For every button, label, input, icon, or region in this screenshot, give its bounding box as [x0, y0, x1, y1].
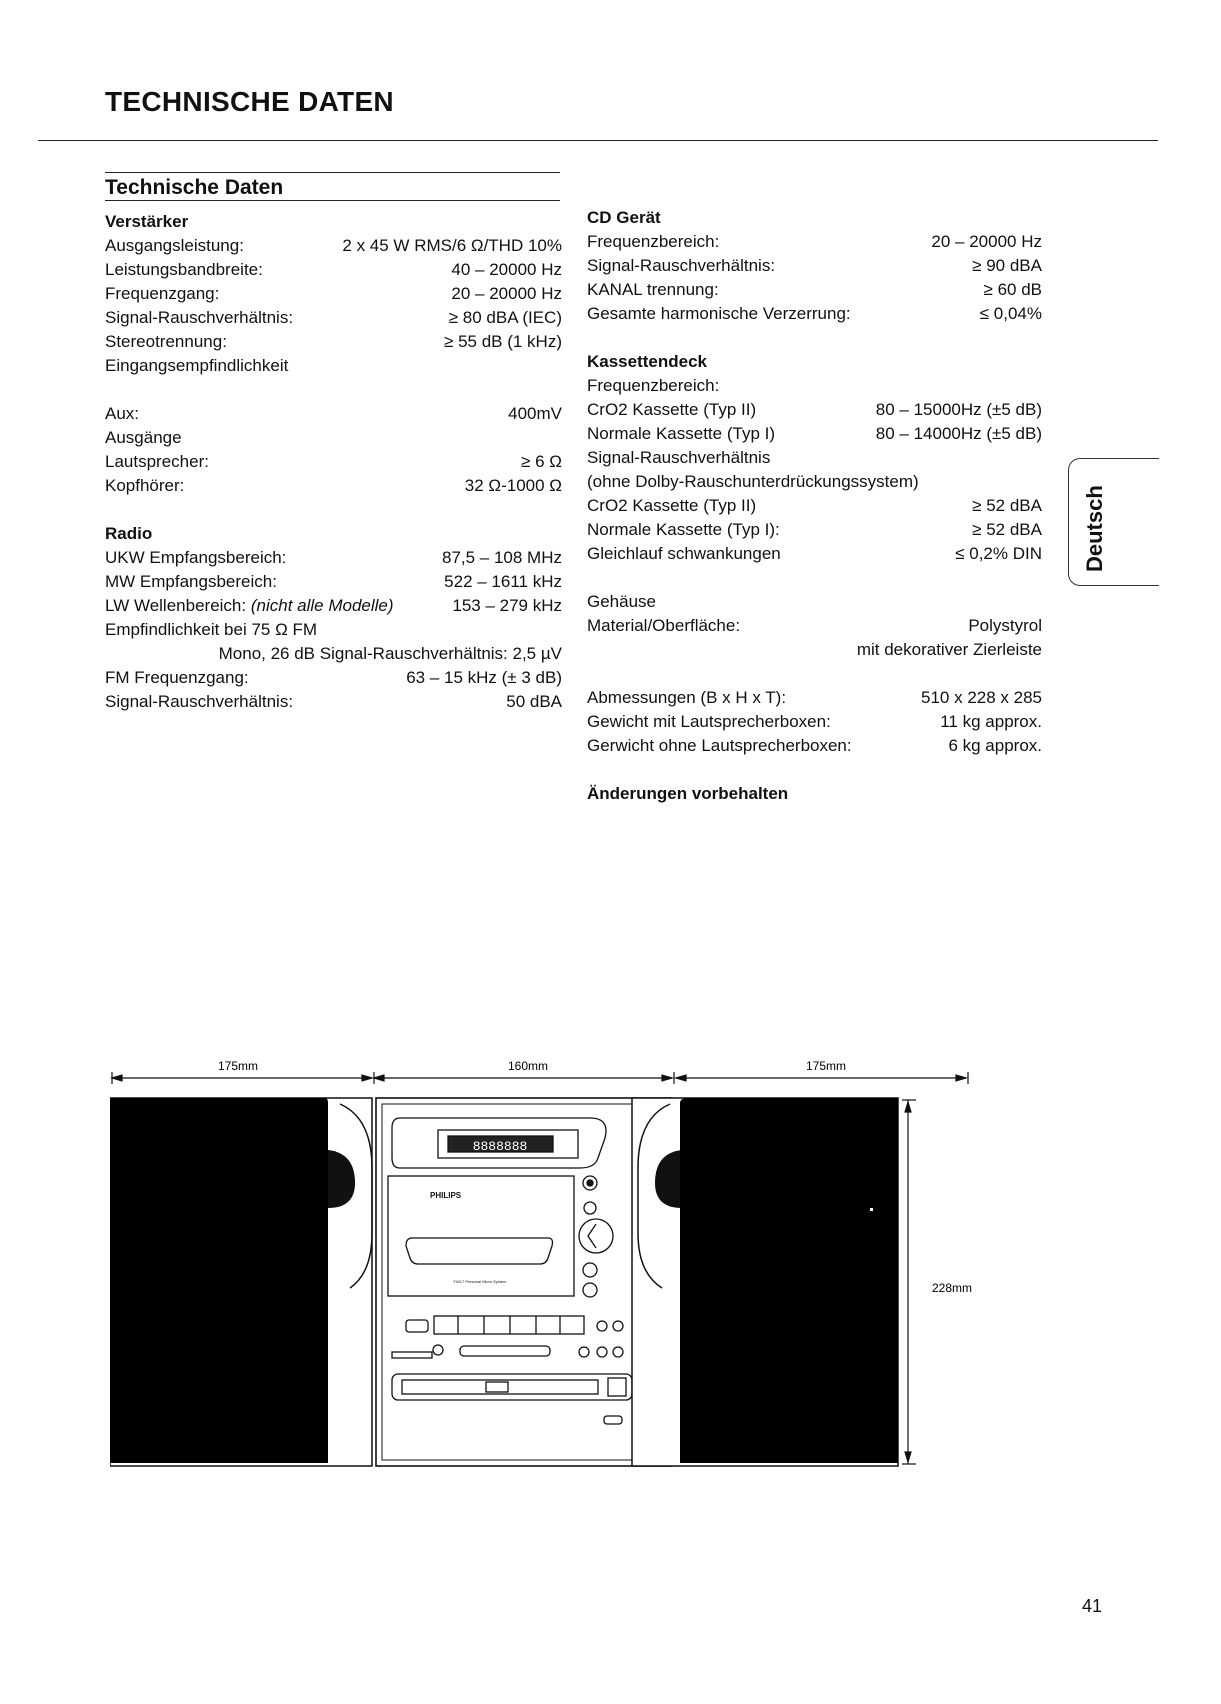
spec-value: ≥ 6 Ω — [521, 452, 562, 471]
section-title: Technische Daten — [105, 176, 284, 199]
spec-row — [105, 546, 562, 570]
title-divider — [38, 140, 1158, 141]
spec-row — [587, 518, 1042, 542]
spec-label: Lautsprecher: — [105, 452, 209, 471]
spec-label: Signal-Rauschverhältnis: — [105, 692, 294, 711]
spec-label: Gesamte harmonische Verzerrung: — [587, 304, 851, 323]
spec-note: (nicht alle Modelle) — [250, 596, 394, 615]
notice: Änderungen vorbehalten — [587, 784, 789, 803]
language-tab-label: Deutsch — [1082, 485, 1107, 572]
model-label: FW17 Personal Micro System — [453, 1279, 507, 1284]
width-left-label: 175mm — [217, 1059, 259, 1073]
spec-value: 50 dBA — [506, 692, 562, 711]
spec-value: 522 – 1611 kHz — [444, 572, 562, 591]
spec-label: Normale Kassette (Typ I) — [587, 424, 776, 443]
spec-value: 510 x 228 x 285 — [921, 688, 1042, 707]
spec-row — [105, 234, 562, 258]
spec-value: 40 – 20000 Hz — [451, 260, 562, 279]
width-right-label: 175mm — [805, 1059, 847, 1073]
spec-value: 2 x 45 W RMS/6 Ω/THD 10% — [342, 236, 562, 255]
brand-logo: PHILIPS — [430, 1191, 462, 1200]
spec-value: Polystyrol — [968, 616, 1042, 635]
right-column — [587, 206, 1042, 806]
spec-row — [587, 614, 1042, 638]
section-rule-bottom — [105, 200, 560, 201]
spec-label: CrO2 Kassette (Typ II) — [587, 496, 757, 515]
spec-value: 87,5 – 108 MHz — [441, 548, 562, 567]
spec-value: 80 – 14000Hz (±5 dB) — [875, 424, 1042, 443]
spec-label: MW Empfangsbereich: — [105, 572, 277, 591]
height-label: 228mm — [932, 1281, 973, 1295]
spec-label: CrO2 Kassette (Typ II) — [587, 400, 757, 419]
left-speaker — [110, 1098, 372, 1466]
spec-value: ≥ 52 dBA — [972, 496, 1042, 515]
spec-value: ≥ 52 dBA — [972, 520, 1042, 539]
input-sensitivity-label: Eingangsempfindlichkeit — [105, 356, 289, 375]
material-value-continued: mit dekorativer Zierleiste — [856, 640, 1042, 659]
spec-label: LW Wellenbereich: — [105, 596, 247, 615]
spec-value: 153 – 279 kHz — [452, 596, 562, 615]
spec-row — [105, 450, 562, 474]
spec-row — [105, 570, 562, 594]
cassette-freq-label: Frequenzbereich: — [587, 376, 720, 395]
outputs-label: Ausgänge — [105, 428, 182, 447]
spec-row — [587, 302, 1042, 326]
amplifier-heading: Verstärker — [105, 212, 189, 231]
width-center-label: 160mm — [507, 1059, 549, 1073]
spec-label: Frequenzgang: — [105, 284, 220, 303]
spec-row — [587, 254, 1042, 278]
spec-label-group — [105, 594, 394, 618]
spec-value: 11 kg approx. — [940, 712, 1042, 731]
spec-value: 32 Ω-1000 Ω — [464, 476, 562, 495]
section-rule-top — [105, 172, 560, 173]
spec-row — [587, 398, 1042, 422]
cd-heading: CD Gerät — [587, 208, 661, 227]
spec-value: 63 – 15 kHz (± 3 dB) — [406, 668, 562, 687]
spec-value: 20 – 20000 Hz — [931, 232, 1042, 251]
spec-label: Signal-Rauschverhältnis: — [105, 308, 294, 327]
spec-value: ≥ 90 dBA — [972, 256, 1042, 275]
spec-value: 20 – 20000 Hz — [451, 284, 562, 303]
spec-value: ≤ 0,2% DIN — [955, 544, 1042, 563]
sensitivity-value: Mono, 26 dB Signal-Rauschverhältnis: 2,5 µV — [218, 644, 562, 663]
spec-value: ≥ 80 dBA (IEC) — [448, 308, 562, 327]
spec-value: 80 – 15000Hz (±5 dB) — [875, 400, 1042, 419]
spec-label: Material/Oberfläche: — [587, 616, 741, 635]
spec-label: Leistungsbandbreite: — [105, 260, 263, 279]
spec-label: Normale Kassette (Typ I): — [587, 520, 780, 539]
main-unit — [376, 1098, 672, 1466]
spec-row — [105, 594, 562, 618]
spec-row — [587, 230, 1042, 254]
spec-label: Signal-Rauschverhältnis: — [587, 256, 776, 275]
spec-row — [105, 402, 562, 426]
spec-label: FM Frequenzgang: — [105, 668, 249, 687]
spec-row — [587, 686, 1042, 710]
spec-row — [105, 690, 562, 714]
spec-row — [587, 734, 1042, 758]
spec-value: ≥ 55 dB (1 kHz) — [444, 332, 562, 351]
sensitivity-label: Empfindlichkeit bei 75 Ω FM — [105, 620, 318, 639]
right-speaker — [632, 1098, 898, 1466]
spec-row — [105, 330, 562, 354]
spec-label: KANAL trennung: — [587, 280, 719, 299]
dolby-note: (ohne Dolby-Rauschunterdrückungssystem) — [587, 472, 919, 491]
cassette-heading: Kassettendeck — [587, 352, 708, 371]
spec-label: Stereotrennung: — [105, 332, 227, 351]
page-title: TECHNISCHE DATEN — [105, 86, 394, 117]
spec-row — [105, 306, 562, 330]
spec-value: ≤ 0,04% — [979, 304, 1042, 323]
spec-label: UKW Empfangsbereich: — [105, 548, 287, 567]
spec-row — [105, 474, 562, 498]
height-dimension-line — [902, 1100, 916, 1464]
width-dimension-lines — [112, 1072, 968, 1084]
spec-value: 400mV — [508, 404, 562, 423]
housing-heading: Gehäuse — [587, 592, 656, 611]
spec-label: Abmessungen (B x H x T): — [587, 688, 787, 707]
spec-row — [105, 666, 562, 690]
cassette-snr-label: Signal-Rauschverhältnis — [587, 448, 771, 467]
system-dimensions-diagram — [110, 1058, 1110, 1478]
spec-row — [587, 542, 1042, 566]
spec-label: Gerwicht ohne Lautsprecherboxen: — [587, 736, 852, 755]
spec-label: Gewicht mit Lautsprecherboxen: — [587, 712, 831, 731]
spec-label: Frequenzbereich: — [587, 232, 720, 251]
spec-label: Kopfhörer: — [105, 476, 185, 495]
left-column — [105, 210, 562, 714]
spec-value: ≥ 60 dB — [983, 280, 1042, 299]
spec-label: Aux: — [105, 404, 140, 423]
spec-row — [587, 422, 1042, 446]
radio-heading: Radio — [105, 524, 153, 543]
spec-label: Gleichlauf schwankungen — [587, 544, 781, 563]
spec-row — [105, 258, 562, 282]
spec-row — [587, 278, 1042, 302]
spec-row — [105, 282, 562, 306]
page-number: 41 — [1082, 1596, 1103, 1616]
spec-row — [587, 494, 1042, 518]
display-readout: 8888888 — [472, 1139, 528, 1154]
spec-row — [587, 710, 1042, 734]
spec-value: 6 kg approx. — [948, 736, 1042, 755]
spec-label: Ausgangsleistung: — [105, 236, 244, 255]
